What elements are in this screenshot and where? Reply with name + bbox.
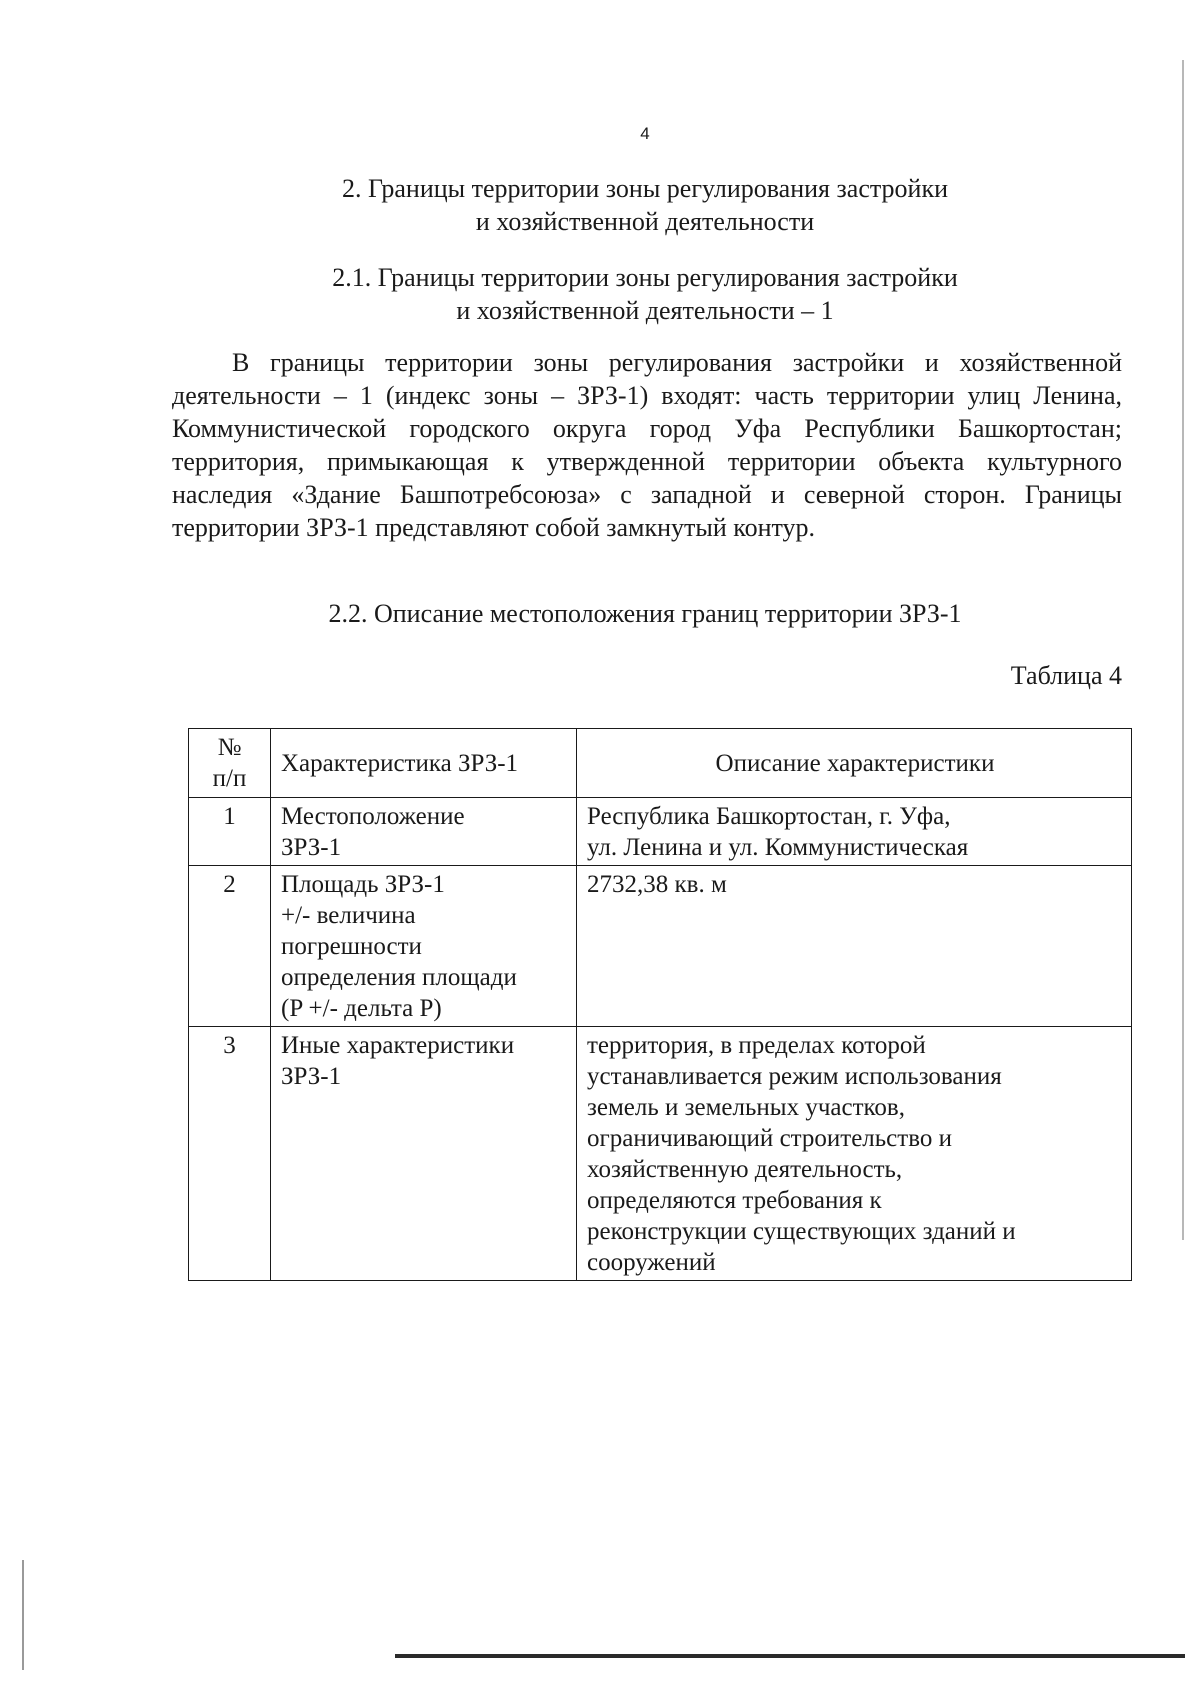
characteristic-line: +/- величина xyxy=(281,902,416,929)
row-characteristic xyxy=(271,1027,577,1281)
table-header-row xyxy=(189,729,1132,798)
description-line: ул. Ленина и ул. Коммунистическая xyxy=(587,834,969,861)
row-number: 3 xyxy=(189,1027,271,1281)
header-num xyxy=(189,729,271,798)
description-line: реконструкции существующих зданий и xyxy=(587,1218,1016,1245)
row-characteristic xyxy=(271,798,577,866)
header-description: Описание характеристики xyxy=(577,729,1132,798)
description-line: сооружений xyxy=(587,1249,716,1276)
characteristic-line: определения площади xyxy=(281,964,517,991)
description-line: 2732,38 кв. м xyxy=(587,871,727,898)
section-heading xyxy=(170,172,1120,238)
table-row xyxy=(189,798,1132,866)
row-number: 2 xyxy=(189,866,271,1027)
description-line: Республика Башкортостан, г. Уфа, xyxy=(587,803,951,830)
characteristic-line: ЗРЗ-1 xyxy=(281,834,342,861)
description-line: территория, в пределах которой xyxy=(587,1032,926,1059)
page-number: 4 xyxy=(640,124,650,143)
row-description xyxy=(577,1027,1132,1281)
table-row xyxy=(189,866,1132,1027)
table-caption: Таблица 4 xyxy=(1010,661,1122,690)
table-row xyxy=(189,1027,1132,1281)
description-line: хозяйственную деятельность, xyxy=(587,1156,903,1183)
description-line: ограничивающий строительство и xyxy=(587,1125,952,1152)
characteristic-line: Местоположение xyxy=(281,803,465,830)
characteristics-table xyxy=(188,728,1132,1281)
row-description xyxy=(577,866,1132,1027)
description-line: устанавливается режим использования xyxy=(587,1063,1002,1090)
subsection-heading-line: 2.1. Границы территории зоны регулирования застройки xyxy=(332,263,958,292)
characteristic-line: (P +/- дельта P) xyxy=(281,995,442,1022)
row-description xyxy=(577,798,1132,866)
scan-edge-line xyxy=(22,1560,24,1670)
section-heading-line: 2. Границы территории зоны регулирования застройки xyxy=(341,174,948,203)
description-line: определяются требования к xyxy=(587,1187,882,1214)
characteristic-line: погрешности xyxy=(281,933,422,960)
body-paragraph: В границы территории зоны регулирования застройки и хозяйственной деятельности – 1 (индекс зоны – ЗРЗ-1) входят: часть территории улиц Ленина, Коммунистической городского округа город Уфа Республики Башкортостан; территория, примыкающая к утвержденной территории объекта культурного наследия «Здание Башпотребсоюза» с западной и северной сторон. Границы территории ЗРЗ-1 представляют собой замкнутый контур. xyxy=(172,348,1122,542)
header-num-line: п/п xyxy=(212,765,247,792)
section-heading-line: и хозяйственной деятельности xyxy=(475,207,815,236)
scan-edge-line xyxy=(395,1654,1185,1658)
characteristic-line: Иные характеристики xyxy=(281,1032,515,1059)
table-section-heading: 2.2. Описание местоположения границ территории ЗРЗ-1 xyxy=(328,599,962,628)
subsection-heading xyxy=(170,261,1120,327)
description-line: земель и земельных участков, xyxy=(587,1094,905,1121)
characteristic-line: Площадь ЗРЗ-1 xyxy=(281,871,445,898)
header-num-line: № xyxy=(217,734,242,761)
characteristic-line: ЗРЗ-1 xyxy=(281,1063,342,1090)
scan-edge-line xyxy=(1182,60,1184,1240)
row-characteristic xyxy=(271,866,577,1027)
header-characteristic: Характеристика ЗРЗ-1 xyxy=(271,729,577,798)
subsection-heading-line: и хозяйственной деятельности – 1 xyxy=(456,296,834,325)
row-number: 1 xyxy=(189,798,271,866)
